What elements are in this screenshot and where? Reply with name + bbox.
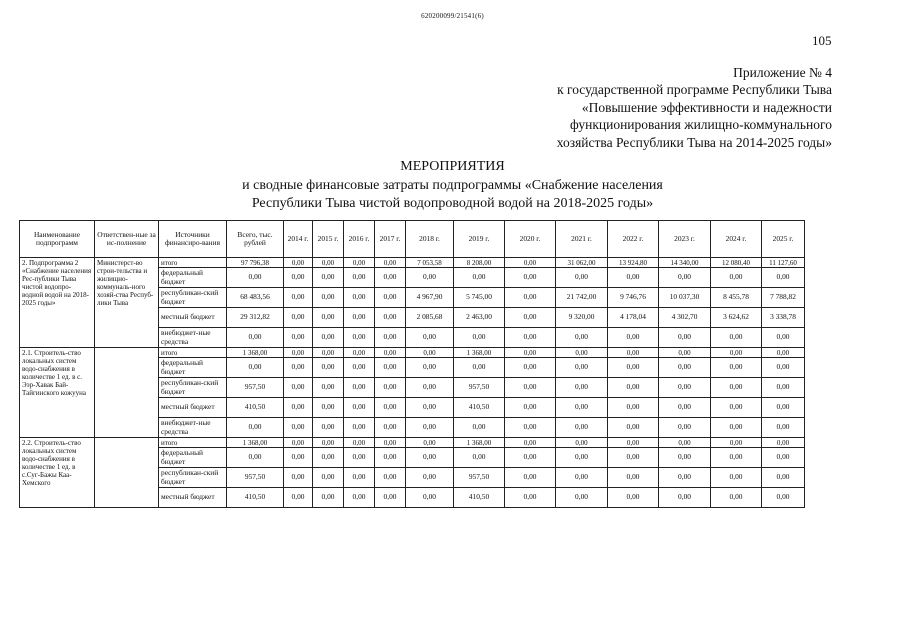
funding-source-cell: республикан-ский бюджет (159, 288, 227, 308)
amount-cell: 29 312,82 (227, 308, 284, 328)
table-row (20, 348, 805, 358)
amount-cell: 0,00 (556, 438, 608, 448)
table-row (20, 438, 805, 448)
amount-cell: 0,00 (344, 438, 375, 448)
column-header: Ответствен-ные за ис-полнение (95, 221, 159, 258)
amount-cell: 0,00 (406, 438, 454, 448)
amount-cell: 0,00 (375, 288, 406, 308)
amount-cell: 0,00 (608, 348, 659, 358)
amount-cell: 0,00 (284, 288, 313, 308)
title-line: МЕРОПРИЯТИЯ (400, 159, 505, 174)
amount-cell: 0,00 (313, 288, 344, 308)
amount-cell: 5 745,00 (454, 288, 505, 308)
amount-cell: 0,00 (505, 328, 556, 348)
amount-cell: 0,00 (375, 438, 406, 448)
amount-cell: 1 368,00 (454, 438, 505, 448)
responsible-cell: Министерст-во строи-тельства и жилищно-коммуналь-ного хозяй-ства Респуб-лики Тыва (95, 258, 159, 348)
appendix-line: Приложение № 4 (733, 65, 832, 80)
amount-cell: 2 463,00 (454, 308, 505, 328)
amount-cell: 0,00 (762, 468, 805, 488)
column-header: Всего, тыс. рублей (227, 221, 284, 258)
funding-source-cell: федеральный бюджет (159, 358, 227, 378)
amount-cell: 0,00 (344, 448, 375, 468)
amount-cell: 0,00 (659, 328, 711, 348)
amount-cell: 957,50 (454, 378, 505, 398)
amount-cell: 410,50 (454, 398, 505, 418)
amount-cell: 0,00 (505, 418, 556, 438)
responsible-cell (95, 348, 159, 438)
amount-cell: 0,00 (505, 268, 556, 288)
amount-cell: 4 967,90 (406, 288, 454, 308)
amount-cell: 0,00 (556, 418, 608, 438)
column-header: 2024 г. (711, 221, 762, 258)
program-name-cell: 2. Подпрограмма 2 «Снабжение населения Рес-публики Тыва чистой водопро-водной водой на 2018-2025 годы» (20, 258, 95, 348)
funding-source-cell: местный бюджет (159, 488, 227, 508)
amount-cell: 0,00 (608, 378, 659, 398)
amount-cell: 0,00 (406, 348, 454, 358)
amount-cell: 0,00 (284, 328, 313, 348)
amount-cell: 0,00 (762, 358, 805, 378)
amount-cell: 8 455,78 (711, 288, 762, 308)
amount-cell: 0,00 (454, 328, 505, 348)
amount-cell: 0,00 (762, 448, 805, 468)
column-header: 2017 г. (375, 221, 406, 258)
amount-cell: 0,00 (762, 378, 805, 398)
amount-cell: 0,00 (711, 448, 762, 468)
amount-cell: 0,00 (762, 328, 805, 348)
funding-source-cell: местный бюджет (159, 398, 227, 418)
amount-cell: 0,00 (505, 448, 556, 468)
amount-cell: 0,00 (375, 448, 406, 468)
amount-cell: 0,00 (313, 348, 344, 358)
amount-cell: 0,00 (454, 358, 505, 378)
amount-cell: 0,00 (375, 358, 406, 378)
amount-cell: 0,00 (556, 448, 608, 468)
amount-cell: 8 208,00 (454, 258, 505, 268)
amount-cell: 0,00 (454, 418, 505, 438)
amount-cell: 0,00 (406, 448, 454, 468)
amount-cell: 0,00 (711, 418, 762, 438)
amount-cell: 0,00 (711, 398, 762, 418)
amount-cell: 0,00 (505, 348, 556, 358)
column-header: 2021 г. (556, 221, 608, 258)
amount-cell: 0,00 (313, 268, 344, 288)
amount-cell: 0,00 (556, 328, 608, 348)
amount-cell: 0,00 (375, 488, 406, 508)
amount-cell: 957,50 (227, 378, 284, 398)
amount-cell: 410,50 (454, 488, 505, 508)
amount-cell: 0,00 (227, 358, 284, 378)
amount-cell: 410,50 (227, 398, 284, 418)
amount-cell: 0,00 (313, 418, 344, 438)
column-header: Источники финансиро-вания (159, 221, 227, 258)
funding-source-cell: республикан-ский бюджет (159, 378, 227, 398)
amount-cell: 0,00 (313, 258, 344, 268)
amount-cell: 0,00 (711, 328, 762, 348)
amount-cell: 0,00 (375, 468, 406, 488)
amount-cell: 0,00 (659, 468, 711, 488)
amount-cell: 4 302,70 (659, 308, 711, 328)
amount-cell: 0,00 (375, 308, 406, 328)
appendix-line: функционирования жилищно-коммунального (569, 117, 832, 133)
amount-cell: 0,00 (659, 448, 711, 468)
amount-cell: 0,00 (375, 418, 406, 438)
amount-cell: 9 320,00 (556, 308, 608, 328)
amount-cell: 0,00 (344, 348, 375, 358)
amount-cell: 0,00 (659, 398, 711, 418)
amount-cell: 0,00 (505, 258, 556, 268)
amount-cell: 0,00 (284, 438, 313, 448)
amount-cell: 1 368,00 (454, 348, 505, 358)
amount-cell: 0,00 (344, 258, 375, 268)
amount-cell: 0,00 (344, 378, 375, 398)
amount-cell: 0,00 (284, 378, 313, 398)
amount-cell: 2 085,68 (406, 308, 454, 328)
amount-cell: 0,00 (659, 488, 711, 508)
title-line: Республики Тыва чистой водопроводной водой на 2018-2025 годы» (251, 196, 654, 211)
amount-cell: 0,00 (608, 328, 659, 348)
amount-cell: 31 062,00 (556, 258, 608, 268)
amount-cell: 957,50 (227, 468, 284, 488)
amount-cell: 13 924,80 (608, 258, 659, 268)
table-row (20, 258, 805, 268)
amount-cell: 0,00 (284, 358, 313, 378)
document-title (0, 158, 905, 214)
amount-cell: 0,00 (608, 418, 659, 438)
amount-cell: 0,00 (313, 398, 344, 418)
amount-cell: 0,00 (313, 358, 344, 378)
appendix-line: «Повышение эффективности и надежности (581, 99, 832, 115)
amount-cell: 0,00 (284, 488, 313, 508)
amount-cell: 0,00 (608, 268, 659, 288)
amount-cell: 0,00 (375, 348, 406, 358)
amount-cell: 3 624,62 (711, 308, 762, 328)
amount-cell: 0,00 (406, 398, 454, 418)
amount-cell: 0,00 (406, 268, 454, 288)
amount-cell: 0,00 (659, 438, 711, 448)
column-header: 2022 г. (608, 221, 659, 258)
amount-cell: 0,00 (284, 258, 313, 268)
appendix-line: хозяйства Республики Тыва на 2014-2025 годы» (556, 134, 832, 150)
amount-cell: 0,00 (406, 488, 454, 508)
appendix-header (557, 64, 832, 151)
amount-cell: 410,50 (227, 488, 284, 508)
amount-cell: 7 788,82 (762, 288, 805, 308)
amount-cell: 0,00 (313, 308, 344, 328)
responsible-cell (95, 438, 159, 508)
document-id: 620200099/21541(6) (421, 12, 484, 20)
funding-source-cell: итого (159, 258, 227, 268)
amount-cell: 21 742,00 (556, 288, 608, 308)
amount-cell: 0,00 (711, 358, 762, 378)
amount-cell: 0,00 (375, 328, 406, 348)
amount-cell: 0,00 (556, 378, 608, 398)
amount-cell: 0,00 (406, 418, 454, 438)
amount-cell: 0,00 (284, 418, 313, 438)
amount-cell: 3 338,78 (762, 308, 805, 328)
amount-cell: 0,00 (406, 358, 454, 378)
amount-cell: 0,00 (711, 468, 762, 488)
amount-cell: 0,00 (762, 438, 805, 448)
program-name-cell: 2.2. Строитель-ство локальных систем водо-снабжения в количестве 1 ед. в с.Суг-Бажы Каа-Хемского (20, 438, 95, 508)
amount-cell: 0,00 (505, 378, 556, 398)
amount-cell: 14 340,00 (659, 258, 711, 268)
amount-cell: 0,00 (406, 378, 454, 398)
amount-cell: 0,00 (505, 358, 556, 378)
amount-cell: 0,00 (505, 488, 556, 508)
amount-cell: 0,00 (375, 398, 406, 418)
amount-cell: 68 483,56 (227, 288, 284, 308)
amount-cell: 0,00 (406, 468, 454, 488)
amount-cell: 0,00 (344, 488, 375, 508)
amount-cell: 1 368,00 (227, 348, 284, 358)
table-body (20, 258, 805, 508)
amount-cell: 11 127,60 (762, 258, 805, 268)
funding-source-cell: внебюджет-ные средства (159, 328, 227, 348)
funding-source-cell: федеральный бюджет (159, 268, 227, 288)
amount-cell: 9 746,76 (608, 288, 659, 308)
amount-cell: 0,00 (344, 288, 375, 308)
amount-cell: 0,00 (227, 418, 284, 438)
amount-cell: 0,00 (556, 348, 608, 358)
amount-cell: 0,00 (375, 258, 406, 268)
amount-cell: 0,00 (711, 348, 762, 358)
amount-cell: 0,00 (344, 268, 375, 288)
column-header: 2015 г. (313, 221, 344, 258)
amount-cell: 0,00 (313, 328, 344, 348)
amount-cell: 0,00 (556, 398, 608, 418)
column-header: 2019 г. (454, 221, 505, 258)
funding-source-cell: федеральный бюджет (159, 448, 227, 468)
amount-cell: 0,00 (454, 448, 505, 468)
amount-cell: 0,00 (284, 268, 313, 288)
amount-cell: 0,00 (762, 418, 805, 438)
amount-cell: 957,50 (454, 468, 505, 488)
amount-cell: 0,00 (556, 268, 608, 288)
table-header-row (20, 221, 805, 258)
amount-cell: 0,00 (454, 268, 505, 288)
column-header: 2023 г. (659, 221, 711, 258)
amount-cell: 0,00 (344, 398, 375, 418)
funding-source-cell: итого (159, 348, 227, 358)
amount-cell: 0,00 (608, 488, 659, 508)
program-name-cell: 2.1. Строитель-ство локальных систем водо-снабжения в количестве 1 ед. в с. Ээр-Хавак Бай-Тайгинского кожууна (20, 348, 95, 438)
amount-cell: 0,00 (284, 398, 313, 418)
amount-cell: 0,00 (659, 348, 711, 358)
amount-cell: 0,00 (284, 448, 313, 468)
amount-cell: 0,00 (505, 288, 556, 308)
amount-cell: 12 080,40 (711, 258, 762, 268)
amount-cell: 0,00 (344, 308, 375, 328)
amount-cell: 0,00 (344, 358, 375, 378)
funding-source-cell: внебюджет-ные средства (159, 418, 227, 438)
amount-cell: 0,00 (659, 418, 711, 438)
funding-source-cell: итого (159, 438, 227, 448)
amount-cell: 0,00 (227, 268, 284, 288)
amount-cell: 0,00 (608, 438, 659, 448)
amount-cell: 0,00 (711, 268, 762, 288)
amount-cell: 0,00 (313, 448, 344, 468)
amount-cell: 0,00 (313, 468, 344, 488)
column-header: 2016 г. (344, 221, 375, 258)
column-header: 2025 г. (762, 221, 805, 258)
amount-cell: 0,00 (375, 378, 406, 398)
column-header: 2020 г. (505, 221, 556, 258)
amount-cell: 1 368,00 (227, 438, 284, 448)
amount-cell: 0,00 (608, 468, 659, 488)
amount-cell: 0,00 (608, 398, 659, 418)
amount-cell: 0,00 (344, 418, 375, 438)
amount-cell: 0,00 (344, 468, 375, 488)
funding-source-cell: республикан-ский бюджет (159, 468, 227, 488)
amount-cell: 0,00 (227, 328, 284, 348)
amount-cell: 0,00 (711, 488, 762, 508)
funding-source-cell: местный бюджет (159, 308, 227, 328)
amount-cell: 4 178,04 (608, 308, 659, 328)
amount-cell: 97 796,38 (227, 258, 284, 268)
amount-cell: 0,00 (711, 438, 762, 448)
amount-cell: 0,00 (659, 358, 711, 378)
column-header: 2014 г. (284, 221, 313, 258)
amount-cell: 0,00 (556, 488, 608, 508)
amount-cell: 0,00 (313, 488, 344, 508)
amount-cell: 0,00 (608, 358, 659, 378)
amount-cell: 0,00 (505, 308, 556, 328)
amount-cell: 7 053,58 (406, 258, 454, 268)
amount-cell: 0,00 (762, 268, 805, 288)
amount-cell: 0,00 (556, 468, 608, 488)
column-header: 2018 г. (406, 221, 454, 258)
title-line: и сводные финансовые затраты подпрограммы «Снабжение населения (242, 177, 663, 193)
amount-cell: 0,00 (762, 348, 805, 358)
page-number: 105 (812, 33, 832, 48)
amount-cell: 0,00 (505, 438, 556, 448)
amount-cell: 0,00 (659, 268, 711, 288)
amount-cell: 0,00 (762, 398, 805, 418)
amount-cell: 0,00 (505, 398, 556, 418)
amount-cell: 0,00 (556, 358, 608, 378)
amount-cell: 0,00 (711, 378, 762, 398)
amount-cell: 0,00 (284, 348, 313, 358)
financing-table (19, 220, 805, 508)
amount-cell: 0,00 (505, 468, 556, 488)
amount-cell: 0,00 (284, 468, 313, 488)
amount-cell: 0,00 (375, 268, 406, 288)
amount-cell: 0,00 (406, 328, 454, 348)
amount-cell: 10 037,30 (659, 288, 711, 308)
column-header: Наименование подпрограмм (20, 221, 95, 258)
appendix-line: к государственной программе Республики Тыва (557, 82, 832, 98)
amount-cell: 0,00 (344, 328, 375, 348)
amount-cell: 0,00 (659, 378, 711, 398)
amount-cell: 0,00 (313, 378, 344, 398)
amount-cell: 0,00 (227, 448, 284, 468)
amount-cell: 0,00 (608, 448, 659, 468)
amount-cell: 0,00 (762, 488, 805, 508)
amount-cell: 0,00 (313, 438, 344, 448)
amount-cell: 0,00 (284, 308, 313, 328)
